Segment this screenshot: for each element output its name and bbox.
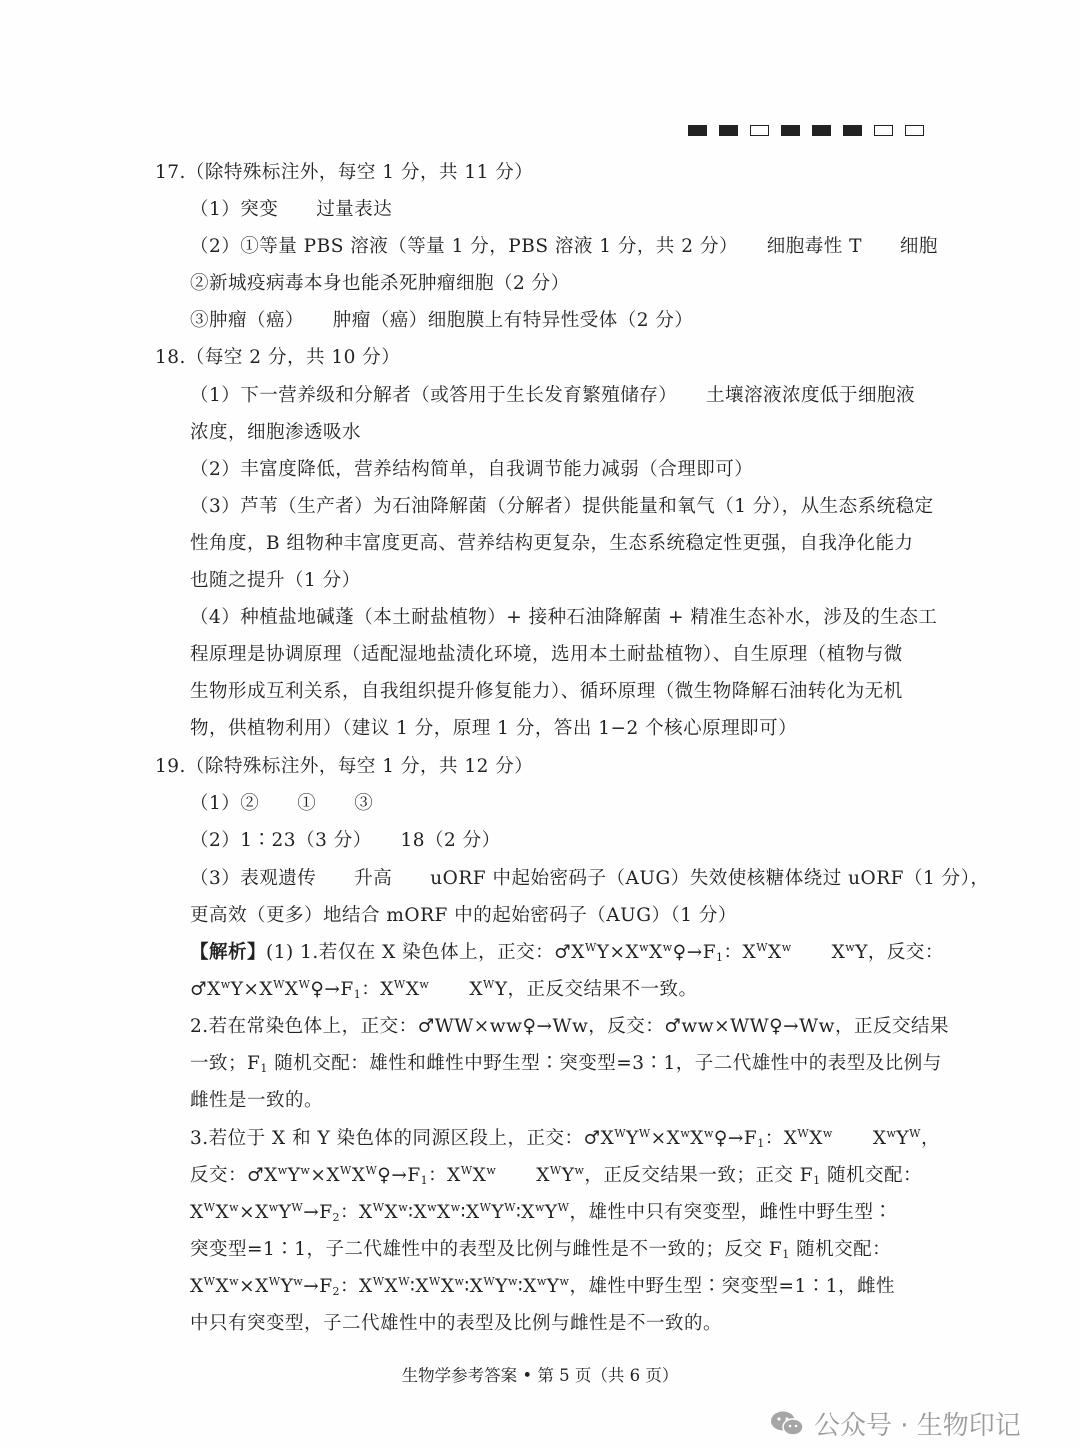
- analysis-line-9: 突变型=1∶1，子二代雄性中的表型及比例与雌性是不一致的；反交 $F_1$ 随机交配：: [190, 1239, 892, 1261]
- wechat-icon: [770, 1410, 804, 1438]
- header-mark: [781, 125, 800, 136]
- watermark-text: 公众号 · 生物印记: [814, 1411, 1021, 1441]
- q18-answer-4: （4）种植盐地碱蓬（本土耐盐植物）+ 接种石油降解菌 + 精准生态补水，涉及的生态工: [190, 607, 938, 628]
- analysis-line-5: 雌性是一致的。: [190, 1090, 324, 1111]
- q18-answer-3-end: 也随之提升（1 分）: [190, 570, 361, 591]
- header-mark: [719, 125, 738, 136]
- q17-answer-2-2: ②新城疫病毒本身也能杀死肿瘤细胞（2 分）: [190, 273, 570, 294]
- q19-answer-1: （1）② ① ③: [190, 793, 374, 814]
- q17-answer-2-3: ③肿瘤（癌） 肿瘤（癌）细胞膜上有特异性受体（2 分）: [190, 310, 694, 331]
- q19-answer-2: （2）1∶23（3 分） 18（2 分）: [190, 830, 501, 851]
- analysis-line-1: [190, 940, 944, 966]
- header-mark: [874, 125, 893, 136]
- analysis-label: 【解析】: [190, 942, 267, 963]
- header-marks: [688, 125, 924, 136]
- analysis-line-8: $X^WX^w\times X^wY^W\to F_2$：$X^WX^w∶X^wX^w∶X^WY^W∶X^wY^W$，雄性中只有突变型，雌性中野生型∶: [190, 1201, 893, 1224]
- watermark: [770, 1405, 1021, 1442]
- q18-title: 18.（每空 2 分，共 10 分）: [155, 347, 401, 368]
- q17-answer-2: （2）①等量 PBS 溶液（等量 1 分，PBS 溶液 1 分，共 2 分） 细胞毒性 T 细胞: [190, 236, 938, 257]
- page-footer: 生物学参考答案 • 第 5 页（共 6 页）: [401, 1366, 679, 1385]
- analysis-line-4: 一致；$F_1$ 随机交配：雄性和雌性中野生型∶突变型=3∶1，子二代雄性中的表型及比例与: [190, 1053, 942, 1075]
- analysis-formula: (1) 1.若仅在 X 染色体上，正交：$♂X^WY\times X^wX^w♀\to F_1$：$X^WX^w$ $X^wY$，反交：: [266, 941, 944, 964]
- header-mark: [688, 125, 707, 136]
- analysis-line-2: $♂X^wY\times X^WX^W♀\to F_1$：$X^WX^w$ $X^WY$，正反交结果不一致。: [190, 978, 698, 1001]
- q19-answer-3-cont: 更高效（更多）地结合 mORF 中的起始密码子（AUG）（1 分）: [190, 905, 737, 926]
- analysis-line-11: 中只有突变型，子二代雄性中的表型及比例与雌性是不一致的。: [190, 1313, 723, 1334]
- q18-answer-1-cont: 浓度，细胞渗透吸水: [190, 422, 362, 443]
- q18-answer-2: （2）丰富度降低，营养结构简单，自我调节能力减弱（合理即可）: [190, 459, 754, 480]
- header-mark: [843, 125, 862, 136]
- q17-title: 17.（除特殊标注外，每空 1 分，共 11 分）: [155, 162, 534, 183]
- q18-answer-4-end: 物，供植物利用）（建议 1 分，原理 1 分，答出 1−2 个核心原理即可）: [190, 718, 798, 739]
- q18-answer-4-cont2: 生物形成互利关系，自我组织提升修复能力）、循环原理（微生物降解石油转化为无机: [190, 681, 903, 702]
- analysis-line-10: $X^WX^w\times X^WY^w\to F_2$：$X^WX^W∶X^WX^w∶X^WY^w∶X^wY^w$，雄性中野生型∶突变型=1∶1，雌性: [190, 1275, 895, 1298]
- header-mark: [812, 125, 831, 136]
- header-mark: [750, 125, 769, 136]
- analysis-line-3: 2.若在常染色体上，正交：♂WW×ww♀→Ww，反交：♂ww×WW♀→Ww，正反交结果: [190, 1016, 949, 1037]
- q18-answer-1: （1）下一营养级和分解者（或答用于生长发育繁殖储存） 土壤溶液浓度低于细胞液: [190, 385, 916, 406]
- q18-answer-3: （3）芦苇（生产者）为石油降解菌（分解者）提供能量和氧气（1 分），从生态系统稳定: [190, 496, 934, 517]
- analysis-line-7: 反交：$♂X^wY^w\times X^WX^W♀\to F_1$：$X^WX^w$ $X^WY^w$，正反交结果一致；正交 $F_1$ 随机交配：: [190, 1164, 922, 1187]
- q18-answer-4-cont: 程原理是协调原理（适配湿地盐渍化环境，选用本土耐盐植物）、自生原理（植物与微: [190, 644, 903, 665]
- q18-answer-3-cont: 性角度，B 组物种丰富度更高、营养结构更复杂，生态系统稳定性更强，自我净化能力: [190, 533, 914, 554]
- q19-title: 19.（除特殊标注外，每空 1 分，共 12 分）: [155, 756, 534, 777]
- analysis-line-6: 3.若位于 X 和 Y 染色体的同源区段上，正交：$♂X^WY^W\times X^wX^w♀\to F_1$：$X^WX^w$ $X^wY^W$，: [190, 1127, 940, 1150]
- q19-answer-3: （3）表观遗传 升高 uORF 中起始密码子（AUG）失效使核糖体绕过 uORF（1 分），: [190, 868, 990, 889]
- q17-answer-1: （1）突变 过量表达: [190, 199, 393, 220]
- header-mark: [905, 125, 924, 136]
